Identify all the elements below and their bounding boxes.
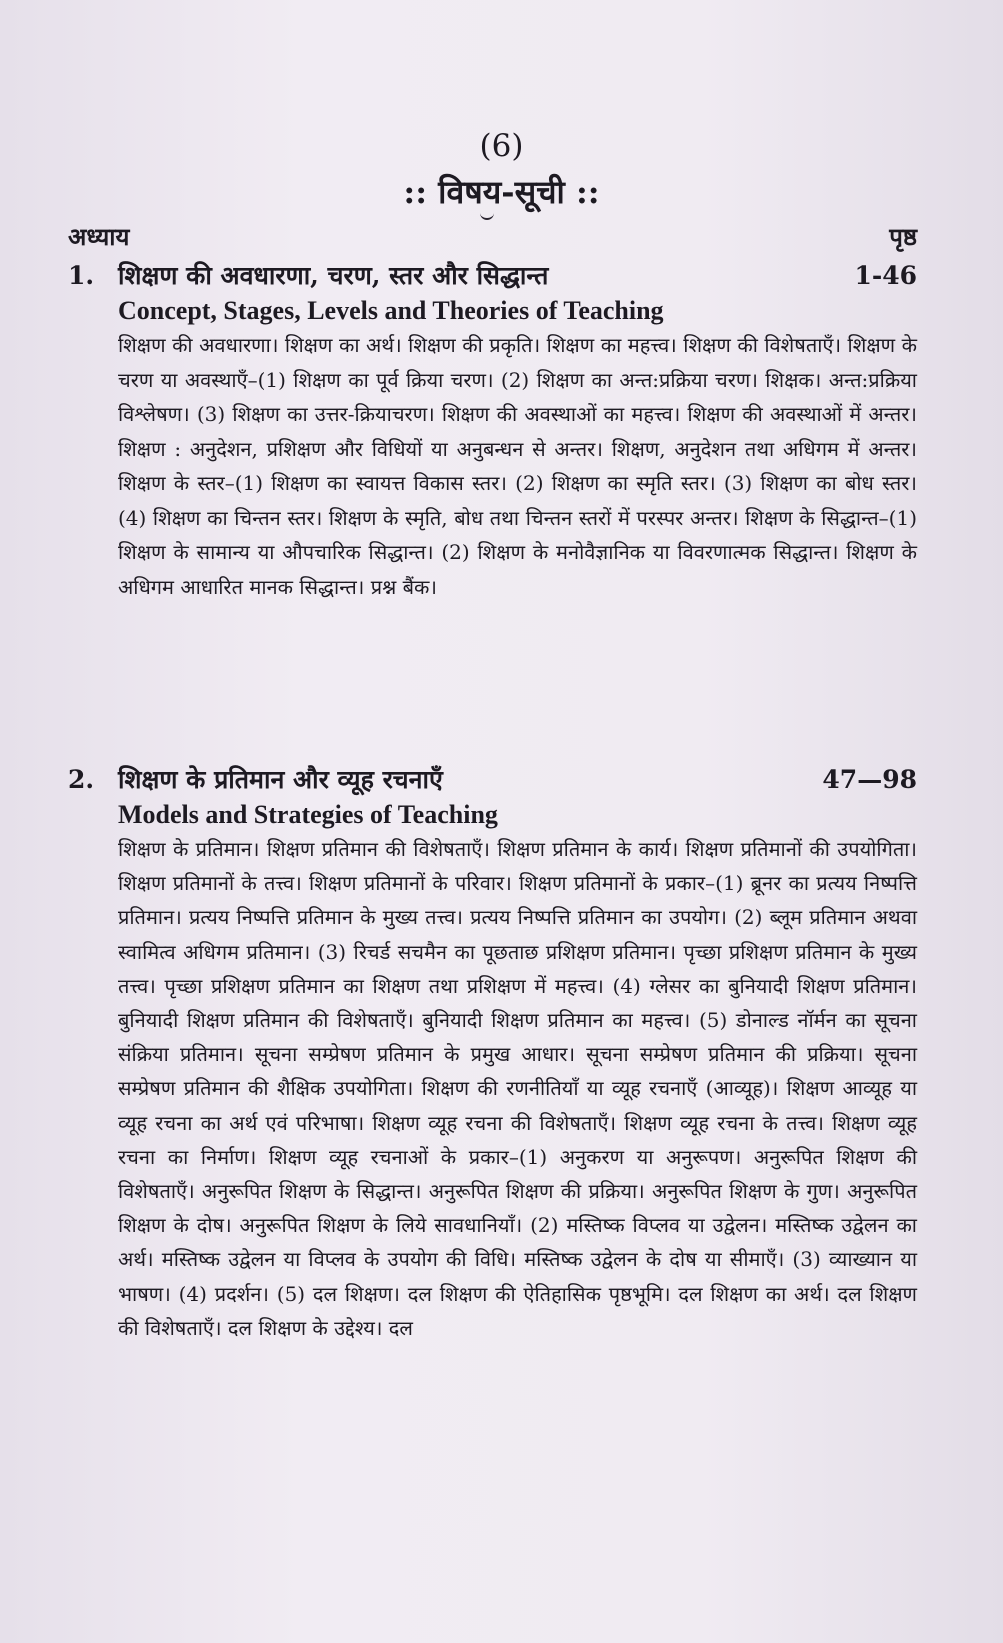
chapter-contents: शिक्षण की अवधारणा। शिक्षण का अर्थ। शिक्षण की प्रकृति। शिक्षण का महत्त्व। शिक्षण की विशेषताएँ। शिक्षण के चरण या अवस्थाएँ–(1) शिक्षण का पूर्व क्रिया चरण। (2) शिक्षण का अन्त:प्रक्रिया चरण। शिक्षक। अन्त:प्रक्रिया विश्लेषण। (3) शिक्षण का उत्तर-क्रियाचरण। शिक्षण की अवस्थाओं का महत्त्व। शिक्षण की अवस्थाओं में अन्तर। शिक्षण : अनुदेशन, प्रशिक्षण और विधियों या अनुबन्धन से अन्तर। शिक्षण, अनुदेशन तथा अधिगम में अन्तर। शिक्षण के स्तर–(1) शिक्षण का स्वायत्त विकास स्तर। (2) शिक्षण का स्मृति स्तर। (3) शिक्षण का बोध स्तर। (4) शिक्षण का चिन्तन स्तर। शिक्षण के स्मृति, बोध तथा चिन्तन स्तरों में परस्पर अन्तर। शिक्षण के सिद्धान्त–(1) शिक्षण के सामान्य या औपचारिक सिद्धान्त। (2) शिक्षण के मनोवैज्ञानिक या विवरणात्मक सिद्धान्त। शिक्षण के अधिगम आधारित मानक सिद्धान्त। प्रश्न बैंक। bbox=[118, 333, 917, 599]
chapter-entry bbox=[68, 258, 917, 604]
page-column-heading: पृष्ठ bbox=[889, 222, 917, 251]
chapter-number: 1. bbox=[68, 261, 95, 290]
chapter-entry bbox=[68, 762, 917, 1345]
chapter-page-range: 1-46 bbox=[854, 261, 917, 290]
chapter-contents: शिक्षण के प्रतिमान। शिक्षण प्रतिमान की विशेषताएँ। शिक्षण प्रतिमान के कार्य। शिक्षण प्रतिमानों की उपयोगिता। शिक्षण प्रतिमानों के तत्त्व। शिक्षण प्रतिमानों के परिवार। शिक्षण प्रतिमानों के प्रकार–(1) ब्रूनर का प्रत्यय निष्पत्ति प्रतिमान। प्रत्यय निष्पत्ति प्रतिमान के मुख्य तत्त्व। प्रत्यय निष्पत्ति प्रतिमान का उपयोग। (2) ब्लूम प्रतिमान अथवा स्वामित्व अधिगम प्रतिमान। (3) रिचर्ड सचमैन का पूछताछ प्रशिक्षण प्रतिमान। पृच्छा प्रशिक्षण प्रतिमान के मुख्य तत्त्व। पृच्छा प्रशिक्षण प्रतिमान का शिक्षण तथा प्रशिक्षण में महत्त्व। (4) ग्लेसर का बुनियादी शिक्षण प्रतिमान। बुनियादी शिक्षण प्रतिमान की विशेषताएँ। बुनियादी शिक्षण प्रतिमान का महत्त्व। (5) डोनाल्ड नॉर्मन का सूचना संक्रिया प्रतिमान। सूचना सम्प्रेषण प्रतिमान के प्रमुख आधार। सूचना सम्प्रेषण प्रतिमान की प्रक्रिया। सूचना सम्प्रेषण प्रतिमान की शैक्षिक उपयोगिता। शिक्षण की रणनीतियाँ या व्यूह रचनाएँ (आव्यूह)। शिक्षण आव्यूह या व्यूह रचना का अर्थ एवं परिभाषा। शिक्षण व्यूह रचना की विशेषताएँ। शिक्षण व्यूह रचना के तत्त्व। शिक्षण व्यूह रचना का निर्माण। शिक्षण व्यूह रचनाओं के प्रकार–(1) अनुकरण या अनुरूपण। अनुरूपित शिक्षण की विशेषताएँ। अनुरूपित शिक्षण के सिद्धान्त। अनुरूपित शिक्षण की प्रक्रिया। अनुरूपित शिक्षण के गुण। अनुरूपित शिक्षण के दोष। अनुरूपित शिक्षण के लिये सावधानियाँ। (2) मस्तिष्क विप्लव या उद्वेलन। मस्तिष्क उद्वेलन का अर्थ। मस्तिष्क उद्वेलन या विप्लव के उपयोग की विधि। मस्तिष्क उद्वेलन के दोष या सीमाएँ। (3) व्याख्यान या भाषण। (4) प्रदर्शन। (5) दल शिक्षण। दल शिक्षण की ऐतिहासिक पृष्ठभूमि। दल शिक्षण का अर्थ। दल शिक्षण की विशेषताएँ। दल शिक्षण के उद्देश्य। दल bbox=[118, 837, 917, 1340]
chapter-title-english: Models and Strategies of Teaching bbox=[118, 800, 498, 829]
chapter-title-english: Concept, Stages, Levels and Theories of Teaching bbox=[118, 296, 664, 325]
chapter-page-range: 47—98 bbox=[822, 765, 917, 794]
chapter-column-heading: अध्याय bbox=[68, 222, 130, 251]
chapter-heading bbox=[68, 258, 917, 294]
page-number: (6) bbox=[479, 128, 524, 164]
chapter-number: 2. bbox=[68, 765, 95, 794]
toc-title: :: विषय-सूची :: bbox=[403, 173, 600, 211]
chapter-title: शिक्षण के प्रतिमान और व्यूह रचनाएँ bbox=[118, 765, 443, 794]
chapter-title: शिक्षण की अवधारणा, चरण, स्तर और सिद्धान्त bbox=[118, 261, 549, 290]
title-ornament bbox=[480, 212, 494, 220]
chapter-heading bbox=[68, 762, 917, 798]
